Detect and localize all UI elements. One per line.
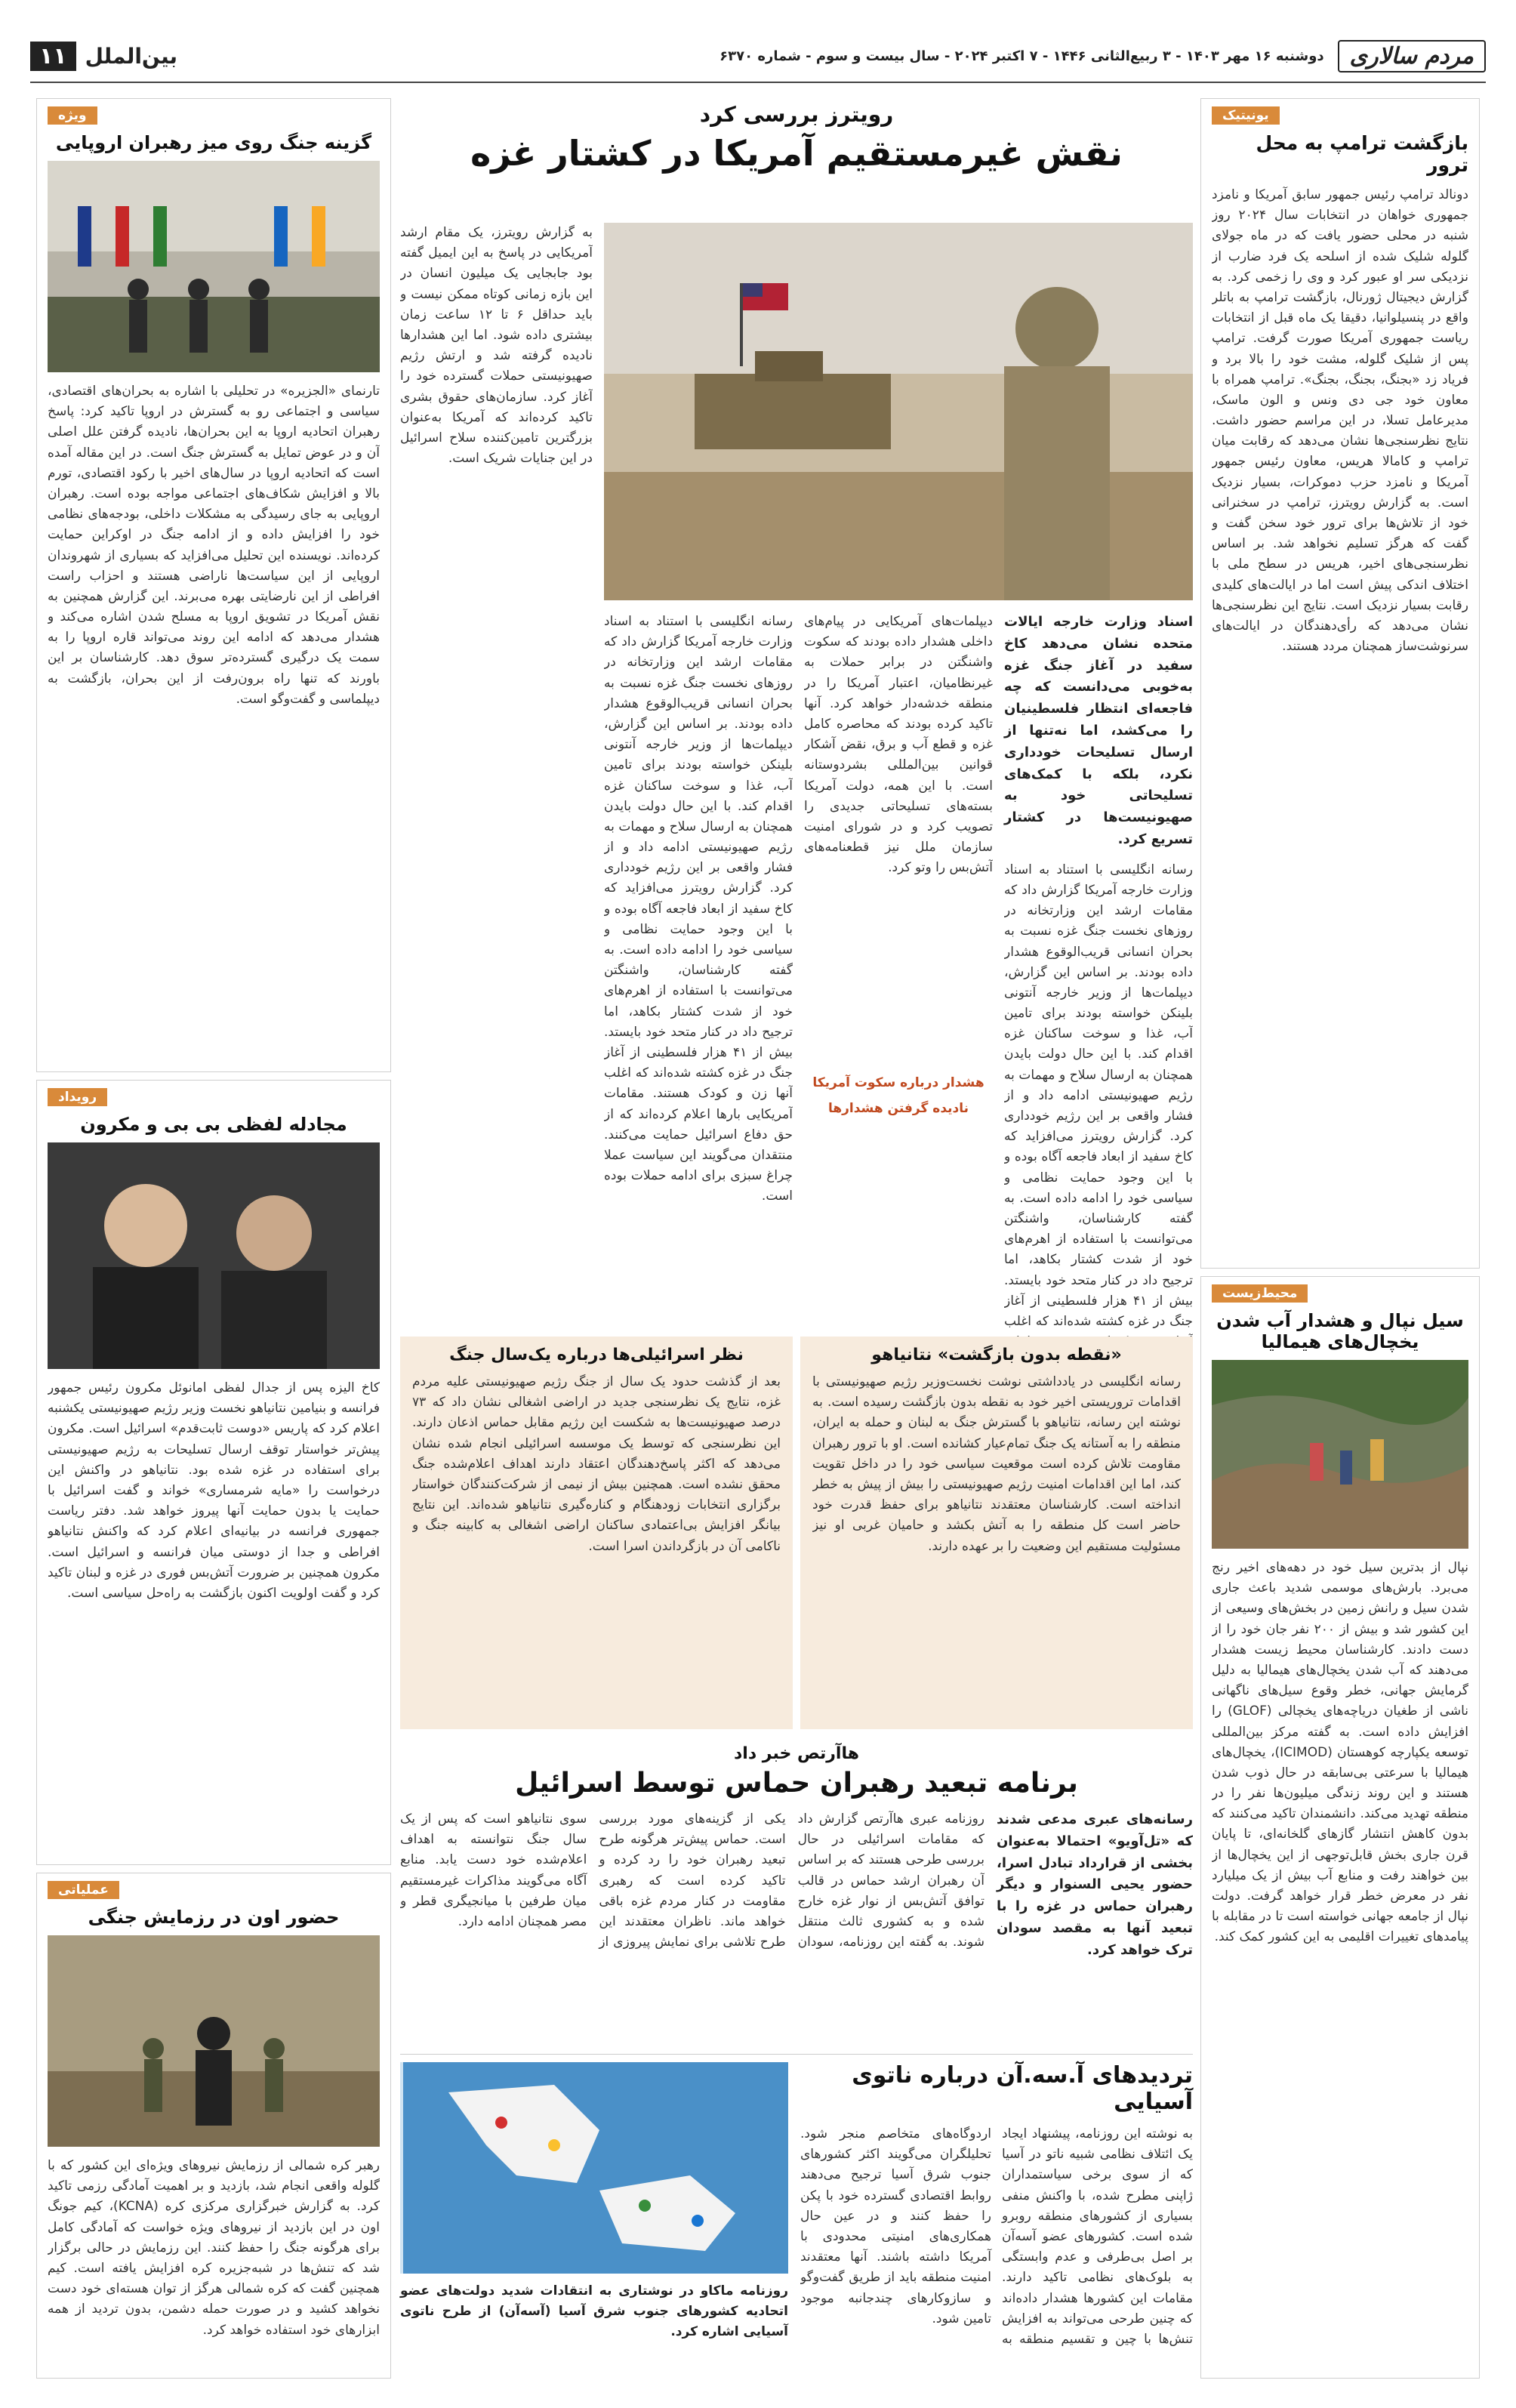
hamas-kicker: هاآرتص خبر داد	[734, 1744, 859, 1763]
asean-article	[400, 2054, 1193, 2379]
soldier-tank-photo	[604, 223, 1193, 600]
asean-map-block	[400, 2062, 788, 2381]
israel-poll-title: نظر اسرائیلی‌ها درباره یک‌سال جنگ	[449, 1346, 744, 1364]
main-title: نقش غیرمستقیم آمریکا در کشتار غزه	[470, 133, 1123, 174]
trump-kicker: یونیتیک	[1212, 106, 1280, 125]
netanyahu-box	[800, 1337, 1193, 1729]
kim-article	[36, 1873, 391, 2379]
main-col-3	[604, 612, 793, 1318]
asean-lead: روزنامه ماکاو در نوشتاری به انتقادات شدید دولت‌های عضو اتحادیه کشورهای جنوب شرق آسیا (آسه‌آن) از طرح ناتوی آسیایی اشاره کرد.	[400, 2283, 788, 2340]
nepal-kicker: محیط‌زیست	[1212, 1284, 1308, 1303]
dateline: دوشنبه ۱۶ مهر ۱۴۰۳ - ۳ ربیع‌الثانی ۱۴۴۶ - ۷ اکتبر ۲۰۲۴ - سال بیست و سوم - شماره ۶۳۷۰	[719, 48, 1324, 64]
page-header	[30, 30, 1486, 83]
page-number: ۱۱	[30, 42, 76, 71]
kim-title: حضور اون در رزمایش جنگی	[88, 1907, 340, 1928]
hamas-lead: رسانه‌های عبری مدعی شدند که «تل‌آویو» احتمالا به‌عنوان بخشی از قرارداد تبادل اسرا، حضور یحیی السنوار و دیگر رهبران حماس در غزه را با تبعید آنها به مقصد سودان ترک خواهد کرد.	[997, 1811, 1193, 1958]
newspaper-logo: مردم سالاری	[1338, 40, 1486, 72]
netanyahu-box-title: «نقطه بدون بازگشت» نتانیاهو	[871, 1346, 1122, 1364]
macron-article	[36, 1080, 391, 1865]
main-subhead-1: هشدار درباره سکوت آمریکا	[812, 1075, 984, 1090]
kim-drill-illustration	[48, 1935, 380, 2147]
main-col-left: به گزارش رویترز، یک مقام ارشد آمریکایی در پاسخ به این ایمیل گفته بود جابجایی یک میلیون انسان در این بازه زمانی کوتاه ممکن نیست و باید حداقل ۶ تا ۱۲ ساعت زمان بیشتری داده شود. اما این هشدارها نادیده گرفته شد و ارتش رژیم صهیونیستی حملات گسترده خود را آغاز کرد. سازمان‌های حقوق بشری تاکید کرده‌اند که آمریکا به‌عنوان بزرگترین تامین‌کننده سلاح اسرائیل در این جنایات شریک است.	[400, 225, 593, 467]
asean-body: به نوشته این روزنامه، پیشنهاد ایجاد یک ائتلاف نظامی شبیه ناتو در آسیا که از سوی برخی سیاستمداران ژاپنی مطرح شده، با واکنش منفی بسیاری از کشورهای منطقه روبرو شده است. کشورهای عضو آسه‌آن بر اصل بی‌طرفی و عدم وابستگی به بلوک‌های نظامی تاکید دارند. مقامات این کشورها هشدار داده‌اند که چنین طرحی می‌تواند به افزایش تنش‌ها با چین و تقسیم منطقه به اردوگاه‌های متخاصم منجر شود. تحلیلگران می‌گویند اکثر کشورهای جنوب شرق آسیا ترجیح می‌دهند روابط اقتصادی گسترده خود با پکن را حفظ کنند و در عین حال همکاری‌های امنیتی محدودی با آمریکا داشته باشند. آنها معتقدند امنیت منطقه باید از طریق گفت‌وگو و سازوکارهای چندجانبه موجود تامین شود.	[800, 2126, 1193, 2347]
trump-title: بازگشت ترامپ به محل ترور	[1256, 132, 1468, 176]
macron-netanyahu-photo	[48, 1142, 380, 1369]
main-body: رسانه انگلیسی با استناد به اسناد وزارت خارجه آمریکا گزارش داد که مقامات ارشد این وزارتخانه در روزهای نخست جنگ غزه نسبت به بحران انسانی قریب‌الوقوع هشدار داده بودند. بر اساس این گزارش، دیپلمات‌ها از وزیر خارجه آنتونی بلینکن خواسته بودند برای تامین آب، غذا و سوخت ساکنان غزه اقدام کند. با این حال دولت بایدن همچنان به ارسال سلاح و مهمات به رژیم صهیونیستی ادامه داد و از فشار واقعی بر این رژیم خودداری کرد. گزارش رویترز می‌افزاید که کاخ سفید از ابعاد فاجعه آگاه بوده و با این وجود حمایت نظامی و سیاسی خود را ادامه داده است. به گفته کارشناسان، واشنگتن می‌توانست با استفاده از اهرم‌های خود از شدت کشتار بکاهد، اما ترجیح داد در کنار متحد خود بایستد. بیش از ۴۱ هزار فلسطینی از آغاز جنگ در غزه کشته شده‌اند که اغلب	[1004, 862, 1193, 1329]
asean-title: تردیدهای آ.سه.آن درباره ناتوی آسیایی	[852, 2062, 1193, 2115]
europe-leaders-photo	[48, 161, 380, 372]
europe-leaders-illustration	[48, 161, 380, 372]
hamas-title: برنامه تبعید رهبران حماس توسط اسرائیل	[515, 1768, 1078, 1799]
europe-title: گزینه جنگ روی میز رهبران اروپایی	[55, 132, 372, 153]
macron-body: کاخ الیزه پس از جدال لفظی امانوئل مکرون رئیس جمهور فرانسه و بنیامین نتانیاهو نخست وزیر رژیم صهیونیستی یکشنبه اعلام کرد که پاریس «دوست ثابت‌قدم» اسرائیل است. مکرون پیش‌تر خواستار توقف ارسال تسلیحات به رژیم صهیونیستی برای استفاده در غزه شده بود. نتانیاهو در واکنش این درخواست را «مایه شرمساری» خواند و گفت اسرائیل با حمایت یا بدون حمایت آنها پیروز خواهد شد. دفتر ریاست جمهوری فرانسه در بیانیه‌ای اعلام کرد که واکنش نتانیاهو افراطی و جدا از دوستی میان فرانسه و اسرائیل است. مکرون همچنین بر ضرورت آتش‌بس فوری در غزه و لبنان تاکید کرد و گفت اولویت اکنون بازگشت به راه‌حل سیاسی است.	[48, 1380, 380, 1601]
nepal-article	[1200, 1276, 1480, 2379]
hamas-body: روزنامه عبری هاآرتص گزارش داد که مقامات اسرائیلی در حال بررسی طرحی هستند که بر اساس آن رهبران ارشد حماس در قالب توافق آتش‌بس از نوار غزه خارج شده و به کشوری ثالث منتقل شوند. به گفته این روزنامه، سودان یکی از گزینه‌های مورد بررسی است. حماس پیش‌تر هرگونه طرح تبعید رهبران خود را رد کرده و تاکید کرده است که رهبری مقاومت در کنار مردم غزه باقی خواهد ماند. ناظران معتقدند این طرح تلاشی برای نمایش پیروزی از سوی نتانیاهو است که پس از یک سال جنگ نتوانسته به اهداف اعلام‌شده خود دست یابد. منابع آگاه می‌گویند مذاکرات غیرمستقیم میان طرفین با میانجیگری قطر و مصر همچنان ادامه دارد.	[400, 1811, 984, 1950]
main-body-continued: رسانه انگلیسی با استناد به اسناد وزارت خارجه آمریکا گزارش داد که مقامات ارشد این وزارتخانه در روزهای نخست جنگ غزه نسبت به بحران انسانی قریب‌الوقوع هشدار داده بودند. بر اساس این گزارش، دیپلمات‌ها از وزیر خارجه آنتونی بلینکن خواسته بودند برای تامین آب، غذا و سوخت ساکنان غزه اقدام کند. با این حال دولت بایدن همچنان به ارسال سلاح و مهمات به رژیم صهیونیستی ادامه داد و از فشار واقعی بر این رژیم خودداری کرد. گزارش رویترز می‌افزاید که کاخ سفید از ابعاد فاجعه آگاه بوده و با این وجود حمایت نظامی و سیاسی خود را ادامه داده است. به گفته کارشناسان، واشنگتن می‌توانست با استفاده از اهرم‌های خود از شدت کشتار بکاهد، اما ترجیح داد در کنار متحد خود بایستد. بیش از ۴۱ هزار فلسطینی از آغاز جنگ در غزه کشته شده‌اند که اغلب آنها زن و کودک هستند. مقامات آمریکایی بارها اعلام کرده‌اند که از حق دفاع اسرائیل حمایت می‌کنند. منتقدان می‌گویند این سیاست عملا چراغ سبزی برای ادامه حملات بوده است.	[604, 614, 793, 1204]
europe-article	[36, 98, 391, 1072]
macron-kicker: رویداد	[48, 1088, 107, 1106]
main-col-1	[1004, 612, 1193, 1329]
nepal-flood-photo	[1212, 1360, 1468, 1549]
main-lead: اسناد وزارت خارجه ایالات متحده نشان می‌دهد کاخ سفید در آغاز جنگ غزه به‌خوبی می‌دانست که چه فاجعه‌ای انتظار فلسطینیان را می‌کشد، اما نه‌تنها از ارسال تسلیحات خودداری نکرد، بلکه با کمک‌های تسلیحاتی خود به صهیونیست‌ها در کشتار تسریع کرد.	[1004, 614, 1193, 847]
nepal-flood-illustration	[1212, 1360, 1468, 1549]
nepal-body: نپال از بدترین سیل خود در دهه‌های اخیر رنج می‌برد. بارش‌های موسمی شدید باعث جاری شدن سیل و رانش زمین در بخش‌های وسیعی از این کشور شد و بیش از ۲۰۰ نفر جان خود را از دست دادند. کارشناسان محیط زیست هشدار می‌دهند که آب شدن یخچال‌های هیمالیا به دلیل گرمایش جهانی، خطر وقوع سیل‌های ناگهانی ناشی از طغیان دریاچه‌های یخچالی (GLOF) را افزایش داده است. به گفته مرکز بین‌المللی توسعه یکپارچه کوهستان (ICIMOD)، یخچال‌های هیمالیا با سرعتی بی‌سابقه در حال ذوب شدن هستند و این روند زندگی میلیون‌ها نفر را در منطقه تهدید می‌کند. دانشمندان تاکید می‌کنند که بدون کاهش انتشار گازهای گلخانه‌ای، تا پایان قرن جاری بخش قابل‌توجهی از این یخچال‌ها از بین خواهند رفت و منابع آب بیش از یک میلیارد نفر در معرض خطر قرار خواهد گرفت. دولت نپال از جامعه جهانی خواسته است تا در مقابله با پیامدهای تغییرات اقلیمی به این کشور کمک کند.	[1212, 1560, 1468, 1945]
main-kicker: رویترز بررسی کرد	[699, 102, 894, 127]
trump-article	[1200, 98, 1480, 1269]
main-col-2	[804, 612, 993, 1318]
section-title: بین‌الملل	[85, 43, 178, 69]
hamas-article	[400, 1744, 1193, 2046]
macron-title: مجادله لفظی بی بی و مکرون	[80, 1114, 347, 1135]
asean-map	[400, 2062, 788, 2274]
netanyahu-box-body: رسانه انگلیسی در یادداشتی نوشت نخست‌وزیر رژیم صهیونیستی با اقدامات تروریستی اخیر خود به نقطه بدون بازگشت رسیده است. به نوشته این رسانه، نتانیاهو با گسترش جنگ به لبنان و حمله به ایران، منطقه را به آستانه یک جنگ تمام‌عیار کشانده است. او با ترور رهبران مقاومت تلاش کرده است موقعیت سیاسی خود را در داخل تقویت کند، اما این اقدامات امنیت رژیم صهیونیستی را بیش از پیش به خطر انداخته است. کارشناسان معتقدند نتانیاهو برای حفظ قدرت خود حاضر است کل منطقه را به آتش بکشد و حامیان غربی او نیز مسئولیت مستقیم این وضعیت را بر عهده دارند.	[812, 1374, 1181, 1554]
asean-map-illustration	[403, 2062, 788, 2274]
israel-poll-box	[400, 1337, 793, 1729]
main-subhead-2: نادیده گرفتن هشدارها	[827, 1101, 969, 1116]
europe-kicker: ویژه	[48, 106, 97, 125]
main-body-2: دیپلمات‌های آمریکایی در پیام‌های داخلی هشدار داده بودند که سکوت واشنگتن در برابر حملات به غیرنظامیان، اعتبار آمریکا را در منطقه خدشه‌دار خواهد کرد. آنها تاکید کرده بودند که محاصره کامل غزه و قطع آب و برق، نقض آشکار قوانین بین‌المللی بشردوستانه است. با این همه، دولت آمریکا بسته‌های تسلیحاتی جدیدی را تصویب کرد و در شورای امنیت سازمان ملل نیز قطعنامه‌های آتش‌بس را وتو کرد.	[804, 614, 993, 876]
soldier-tank-illustration	[604, 223, 1193, 600]
main-story	[400, 102, 1193, 1329]
europe-body: تارنمای «الجزیره» در تحلیلی با اشاره به بحران‌های اقتصادی، سیاسی و اجتماعی رو به گسترش در اروپا تاکید کرد: پاسخ رهبران اتحادیه اروپا به این بحران‌ها، نادیده گرفتن علل اصلی آن و در عوض تمایل به گسترش جنگ است. در این مقاله آمده است که اتحادیه اروپا در سال‌های اخیر با رکود اقتصادی، تورم بالا و افزایش شکاف‌های اجتماعی مواجه بوده است. رهبران اروپایی به جای رسیدگی به مشکلات داخلی، بودجه‌های نظامی خود را افزایش داده و از ادامه جنگ در اوکراین حمایت کرده‌اند. نویسنده این تحلیل می‌افزاید که بسیاری از شهروندان اروپایی از این سیاست‌ها ناراضی هستند و احزاب راست افراطی از این نارضایتی بهره می‌برند. این گزارش همچنین به نقش آمریکا در تشویق اروپا به مسلح شدن اشاره می‌کند و هشدار می‌دهد که ادامه این روند می‌تواند قاره اروپا را به سمت یک درگیری گسترده‌تر سوق دهد. کارشناسان بر این باورند که تنها راه برون‌رفت از این بحران، بازگشت به دیپلماسی و گفت‌وگو است.	[48, 384, 380, 707]
kim-drill-photo	[48, 1935, 380, 2147]
kim-kicker: عملیاتی	[48, 1881, 119, 1899]
asean-text-block	[800, 2062, 1193, 2381]
nepal-title: سیل نپال و هشدار آب شدن یخچال‌های هیمالیا	[1216, 1310, 1464, 1352]
israel-poll-body: بعد از گذشت حدود یک سال از جنگ رژیم صهیونیستی علیه مردم غزه، نتایج یک نظرسنجی جدید در اراضی اشغالی نشان داد که ۷۳ درصد صهیونیست‌ها به شکست این رژیم مقابل حماس اذعان دارند. این نظرسنجی که توسط یک موسسه اسرائیلی انجام شده نشان می‌دهد که اکثر پاسخ‌دهندگان اعتقاد دارند اهداف اعلام‌شده جنگ محقق نشده است. همچنین بیش از نیمی از شرکت‌کنندگان خواستار برگزاری انتخابات زودهنگام و کناره‌گیری نتانیاهو شده‌اند. این نتایج بیانگر افزایش بی‌اعتمادی ساکنان اراضی اشغالی به کابینه جنگ و ناکامی آن در بازگرداندن اسرا است.	[412, 1374, 781, 1554]
kim-body: رهبر کره شمالی از رزمایش نیروهای ویژه‌ای این کشور که با گلوله واقعی انجام شد، بازدید و بر اهمیت آمادگی رزمی تاکید کرد. به گزارش خبرگزاری مرکزی کره (KCNA)، کیم جونگ اون در این بازدید از نیروهای ویژه خواست که آمادگی کامل برای هرگونه جنگ را حفظ کنند. این رزمایش در حالی برگزار شد که تنش‌ها در شبه‌جزیره کره افزایش یافته است. کیم همچنین گفت که کره شمالی هرگز از توان هسته‌ای خود دست نخواهد کشید و در صورت حمله دشمن، بدون تردید از همه ابزارهای خود استفاده خواهد کرد.	[48, 2158, 380, 2338]
trump-body: دونالد ترامپ رئیس جمهور سابق آمریکا و نامزد جمهوری خواهان در انتخابات سال ۲۰۲۴ روز شنبه در محلی حضور یافت که در ماه جولای گلوله شلیک شده از اسلحه یک فرد ضارب از نزدیکی سر او عبور کرد و وی را زخمی کرد. به گزارش دیجیتال ژورنال، بازگشت ترامپ به باتلر واقع در پنسیلوانیا، دقیقا یک ماه قبل از انتخابات ریاست جمهوری آمریکا صورت گرفت. ترامپ پس از شلیک گلوله، مشت خود را بالا برد و فریاد زد «بجنگ، بجنگ، بجنگ». ترامپ همراه با معاون خود جی دی ونس و الون ماسک، مدیرعامل تسلا، در این مراسم حضور داشت. نتایج نظرسنجی‌ها نشان می‌دهد که رقابت میان ترامپ و کامالا هریس، معاون رئیس جمهور آمریکا و نامزد حزب دموکرات، بسیار نزدیک است. به گزارش رویترز، ترامپ در سخنرانی خود از تلاش‌ها برای ترور خود سخن گفت و گفت که هرگز تسلیم نخواهد شد. بر اساس نظرسنجی‌های اخیر، هریس در سطح ملی با اختلاف اندکی پیش است اما در ایالت‌های کلیدی رقابت بسیار نزدیک است. نتایج این نظرسنجی‌ها نشان می‌دهد که رأی‌دهندگان در ایالت‌های سرنوشت‌ساز همچنان مردد هستند.	[1212, 187, 1468, 655]
macron-netanyahu-illustration	[48, 1142, 380, 1369]
